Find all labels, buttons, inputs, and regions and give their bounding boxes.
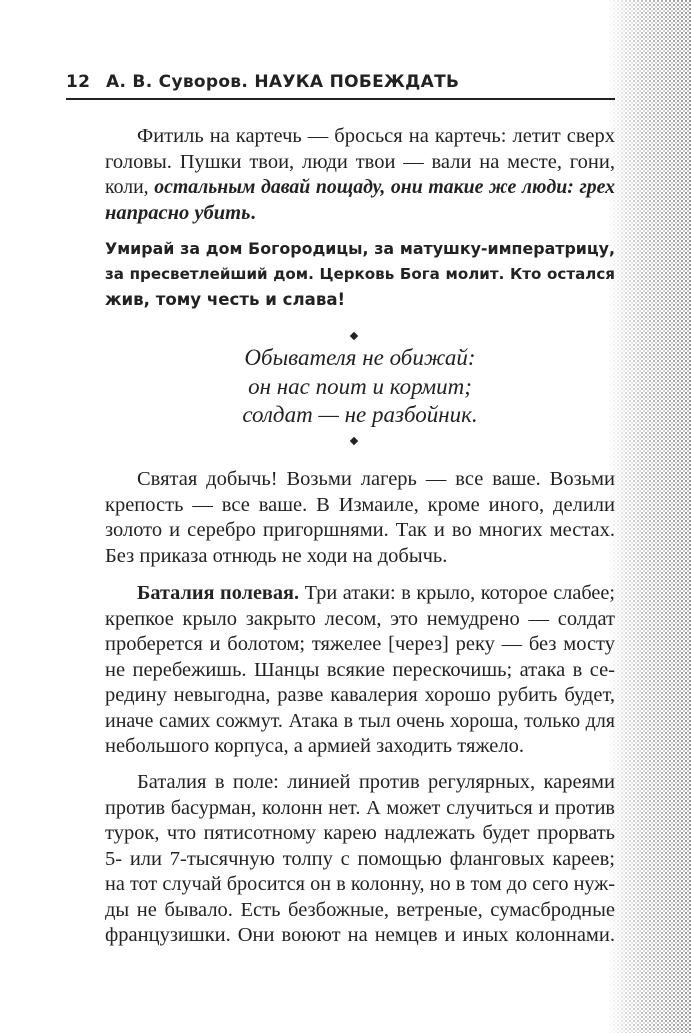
paragraph-line: не перебежишь. Шанцы всякие перескочишь; атака в се- [105, 658, 615, 681]
poem-line: он нас поит и кормит; [248, 373, 472, 399]
poem-line: Обывателя не обижай: [244, 345, 476, 370]
paragraph-line: Фитиль на картечь — бросься на картечь: летит сверх [137, 125, 615, 147]
paragraph-1 [105, 124, 615, 226]
paragraph-line: крепость — все ваше. В Измаиле, кроме иного, делили [105, 493, 615, 516]
poem-block [105, 344, 615, 430]
text-normal: Три атаки: в крыло, которое слабее; [299, 582, 615, 604]
text-normal: . [250, 201, 256, 224]
ornament-diamond-bottom [350, 437, 358, 445]
text-emphasis: напрасно убить [105, 201, 251, 224]
paragraph-line: за пресветлейший дом. Церковь Бога молит. Кто остался [105, 264, 615, 283]
page-number: 12 [66, 72, 91, 92]
paragraph-line: французишки. Они воюют на немцев и иных колоннами. [105, 924, 615, 946]
paragraph-line: редину невыгодна, разве кавалерия хорошо рубить будет, [105, 684, 615, 706]
poem-line: солдат — не разбойник. [242, 402, 478, 427]
paragraph-line: турок, что пятисотному карею надлежать будет прорвать [105, 822, 615, 844]
header-rule [66, 98, 615, 100]
paragraph-line [105, 201, 615, 227]
paragraph-4 [105, 581, 615, 760]
paragraph-line: Без приказа отнюдь не ходи на добычь. [105, 544, 448, 567]
paragraph-line [105, 581, 615, 607]
paragraph-line: ды не бывало. Есть безбожные, ветреные, сумасбродные [105, 898, 615, 921]
paragraph-line: на тот случай бросится он в колонну, но в том до сего нуж- [105, 873, 615, 895]
text-emphasis: Баталия полевая. [137, 582, 300, 604]
paragraph-line: Баталия в поле: линией против регулярных, кареями [137, 771, 615, 793]
paragraph-line: головы. Пушки твои, люди твои — вали на месте, гони, [105, 150, 615, 173]
paragraph-2-bold-sans [105, 236, 615, 313]
paragraph-line: золото и серебро пригоршнями. Так и во многих местах. [105, 519, 615, 541]
paragraph-line: Умирай за дом Богородицы, за матушку-императрицу, [105, 239, 615, 258]
paragraph-line: против басурман, колонн нет. А может случиться и против [105, 796, 615, 819]
paragraph-3 [105, 467, 615, 569]
paragraph-line: Святая добычь! Возьми лагерь — все ваше. Возьми [137, 468, 615, 490]
paragraph-line [105, 175, 615, 201]
paragraph-line: 5- или 7-тысячную толпу с помощью фланговых кареев; [105, 847, 615, 870]
paragraph-line: иначе самих сожмут. Атака в тыл очень хороша, только для [105, 709, 615, 732]
text-normal: коли, [105, 176, 155, 198]
ornament-diamond-top [350, 332, 358, 340]
running-header [66, 72, 613, 98]
paragraph-5 [105, 770, 615, 949]
paragraph-line: небольшого корпуса, а армией заходить тяжело. [105, 735, 524, 757]
paragraph-line: проберется и болотом; тяжелее [через] реку — без мосту [105, 633, 615, 655]
paragraph-line: жив, тому честь и слава! [105, 290, 346, 309]
page-edge-halftone [609, 0, 691, 1033]
text-emphasis: остальным давай пощаду, они такие же люди: грех [154, 176, 615, 198]
paragraph-line: крепкое крыло закрыто лесом, это немудрено — солдат [105, 607, 615, 630]
running-title: А. В. Суворов. НАУКА ПОБЕЖДАТЬ [106, 72, 460, 92]
